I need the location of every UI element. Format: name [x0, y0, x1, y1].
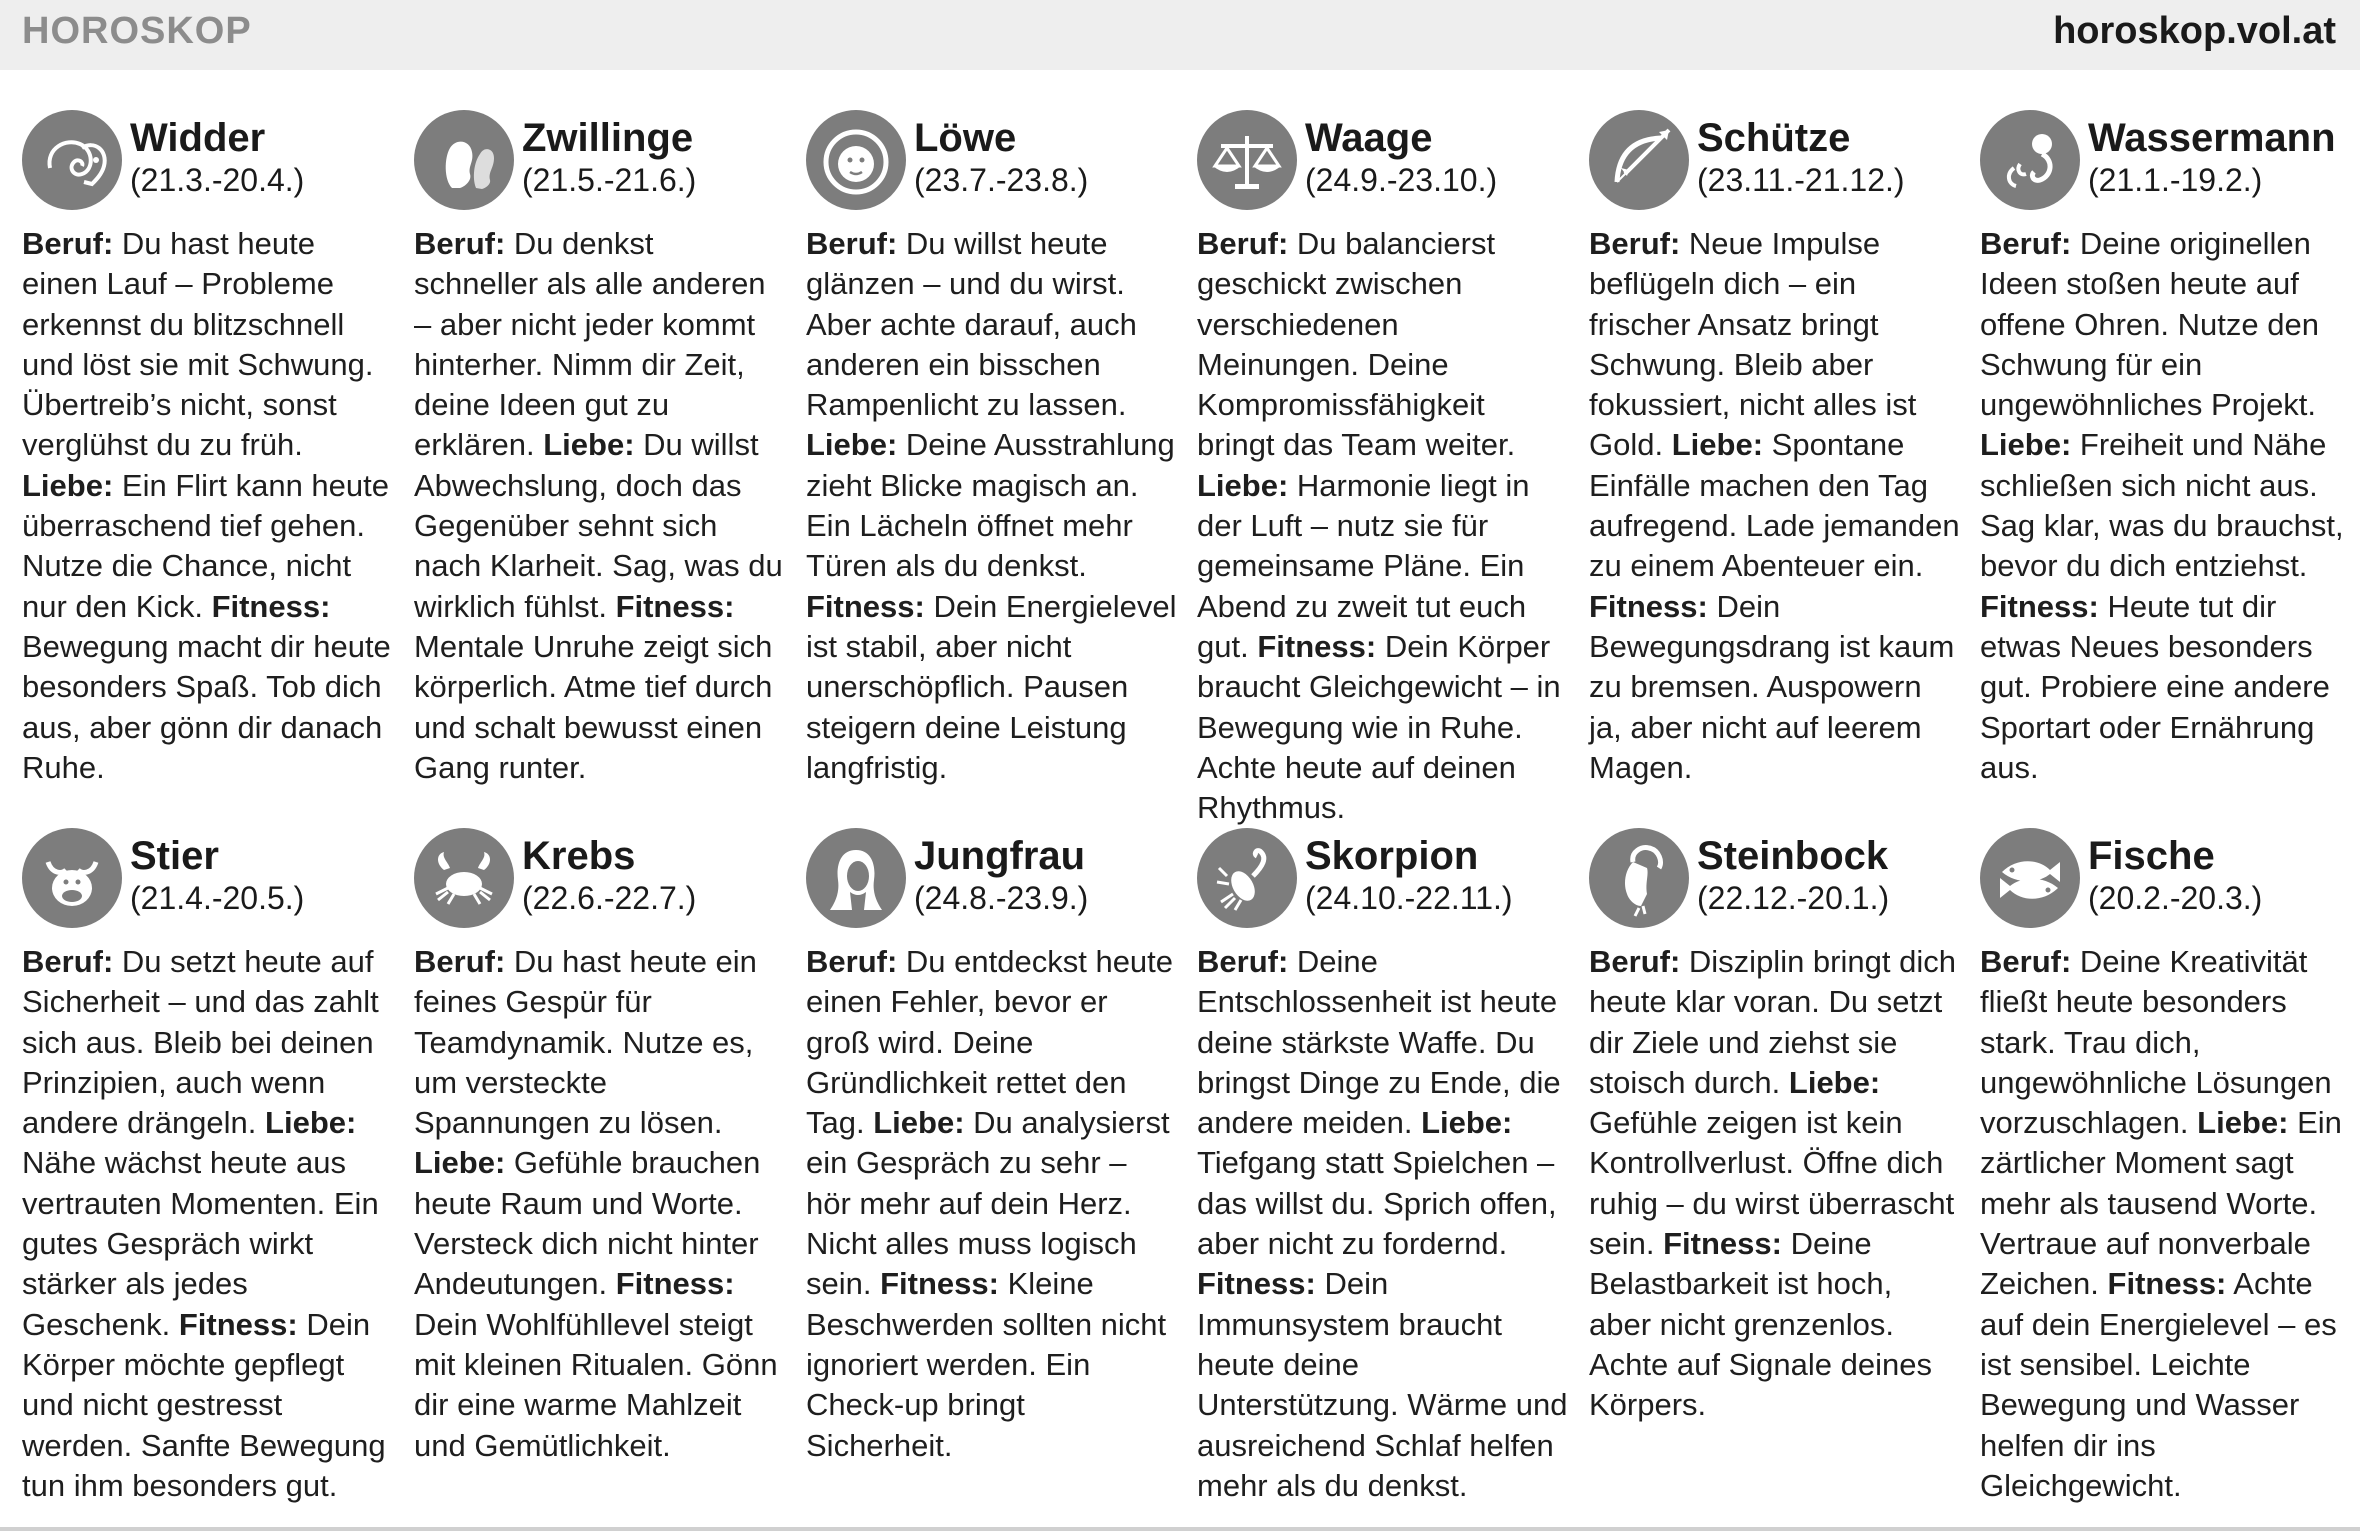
- liebe-label: Liebe:: [1980, 427, 2072, 463]
- sign-waage: [1197, 110, 1569, 828]
- liebe-text: Spontane Einfälle machen den Tag aufregend. Lade jemanden zu einem Abenteuer ein.: [1589, 427, 1960, 584]
- sign-text: [806, 224, 1178, 788]
- sign-name: Zwillinge: [522, 116, 694, 160]
- fitness-text: Achte auf dein Energielevel – es ist sensibel. Leichte Bewegung und Wasser helfen dir ins Gleichgewicht.: [1980, 1266, 2337, 1503]
- lion-icon: [806, 110, 906, 210]
- sign-header: [806, 828, 1178, 934]
- sign-text: [1197, 942, 1569, 1506]
- liebe-text: Du analysierst ein Gespräch zu sehr – hör mehr auf dein Herz. Nicht alles muss logisch sein.: [806, 1105, 1170, 1302]
- liebe-label: Liebe:: [543, 427, 635, 463]
- liebe-label: Liebe:: [1197, 467, 1289, 503]
- sign-name: Widder: [130, 116, 266, 160]
- beruf-label: Beruf:: [1197, 944, 1289, 979]
- beruf-label: Beruf:: [414, 944, 506, 979]
- liebe-text: Ein Flirt kann heute überraschend tief gehen. Nutze die Chance, nicht nur den Kick.: [22, 467, 390, 624]
- scorpion-icon: [1197, 828, 1297, 928]
- beruf-label: Beruf:: [806, 226, 898, 261]
- sign-zwillinge: [414, 110, 786, 788]
- fitness-label: Fitness:: [615, 1266, 735, 1302]
- sign-name: Jungfrau: [914, 834, 1086, 878]
- bull-icon: [22, 828, 122, 928]
- sign-steinbock: [1589, 828, 1961, 1426]
- fitness-label: Fitness:: [1663, 1226, 1782, 1262]
- fitness-label: Fitness:: [1197, 1266, 1316, 1302]
- fitness-label: Fitness:: [1257, 628, 1377, 664]
- beruf-text: Du willst heute glänzen – und du wirst. Aber achte darauf, auch anderen ein bisschen Rampenlicht zu lassen.: [806, 226, 1137, 423]
- beruf-label: Beruf:: [1980, 944, 2072, 979]
- beruf-label: Beruf:: [1197, 226, 1289, 261]
- liebe-label: Liebe:: [2197, 1105, 2289, 1141]
- fitness-text: Mentale Unruhe zeigt sich körperlich. Atme tief durch und schalt bewusst einen Gang runter.: [414, 628, 773, 785]
- sign-name: Krebs: [522, 834, 636, 878]
- sign-dates: (21.3.-20.4.): [130, 162, 305, 198]
- ibex-icon: [1589, 828, 1689, 928]
- liebe-text: Tiefgang statt Spielchen – das willst du. Sprich offen, aber nicht zu fordernd.: [1197, 1145, 1557, 1262]
- sign-header: [1980, 110, 2352, 216]
- fitness-label: Fitness:: [211, 588, 331, 624]
- sign-text: [22, 942, 394, 1506]
- sign-dates: (21.4.-20.5.): [130, 880, 305, 916]
- sign-dates: (23.7.-23.8.): [914, 162, 1089, 198]
- sign-fische: [1980, 828, 2352, 1506]
- liebe-text: Du willst Abwechslung, doch das Gegenüber sehnt sich nach Klarheit. Sag, was du wirklich fühlst.: [414, 427, 783, 624]
- sign-dates: (24.10.-22.11.): [1305, 880, 1513, 916]
- virgin-icon: [806, 828, 906, 928]
- sign-name: Schütze: [1697, 116, 1851, 160]
- beruf-label: Beruf:: [1980, 226, 2072, 261]
- sign-header: [22, 828, 394, 934]
- sign-dates: (24.9.-23.10.): [1305, 162, 1498, 198]
- fitness-text: Heute tut dir etwas Neues besonders gut. Probiere eine andere Sportart oder Ernährung aus.: [1980, 588, 2330, 785]
- website-link[interactable]: horoskop.vol.at: [2053, 10, 2336, 52]
- beruf-label: Beruf:: [414, 226, 506, 261]
- fish-icon: [1980, 828, 2080, 928]
- sign-dates: (21.5.-21.6.): [522, 162, 697, 198]
- sign-name: Fische: [2088, 834, 2215, 878]
- fitness-label: Fitness:: [615, 588, 735, 624]
- liebe-label: Liebe:: [1671, 427, 1764, 463]
- sign-header: [1197, 828, 1569, 934]
- sign-name: Skorpion: [1305, 834, 1479, 878]
- beruf-text: Deine originellen Ideen stoßen heute auf offene Ohren. Nutze den Schwung für ein ungewöhnliches Projekt.: [1980, 226, 2319, 423]
- sign-text: [806, 942, 1178, 1466]
- liebe-label: Liebe:: [873, 1105, 965, 1141]
- fitness-label: Fitness:: [1589, 588, 1708, 624]
- ram-icon: [22, 110, 122, 210]
- sign-dates: (21.1.-19.2.): [2088, 162, 2263, 198]
- sign-dates: (22.6.-22.7.): [522, 880, 697, 916]
- crab-icon: [414, 828, 514, 928]
- sign-name: Waage: [1305, 116, 1433, 160]
- beruf-text: Du balancierst geschickt zwischen verschiedenen Meinungen. Deine Kompromissfähigkeit bringt das Team weiter.: [1197, 226, 1516, 463]
- fitness-text: Dein Energielevel ist stabil, aber nicht unerschöpflich. Pausen steigern deine Leistung langfristig.: [806, 588, 1177, 785]
- sign-header: [1589, 110, 1961, 216]
- fitness-text: Deine Belastbarkeit ist hoch, aber nicht grenzenlos. Achte auf Signale deines Körpers.: [1589, 1226, 1932, 1423]
- liebe-label: Liebe:: [414, 1145, 506, 1181]
- water-bearer-icon: [1980, 110, 2080, 210]
- archer-icon: [1589, 110, 1689, 210]
- sign-text: [1980, 224, 2352, 788]
- sign-header: [414, 110, 786, 216]
- sign-jungfrau: [806, 828, 1178, 1466]
- sign-skorpion: [1197, 828, 1569, 1506]
- liebe-label: Liebe:: [1421, 1105, 1513, 1141]
- sign-dates: (20.2.-20.3.): [2088, 880, 2263, 916]
- sign-name: Wassermann: [2088, 116, 2336, 160]
- beruf-text: Du entdeckst heute einen Fehler, bevor er groß wird. Deine Gründlichkeit rettet den Tag.: [806, 944, 1174, 1141]
- fitness-text: Dein Wohlfühllevel steigt mit kleinen Ritualen. Gönn dir eine warme Mahlzeit und Gemütlichkeit.: [414, 1306, 778, 1463]
- liebe-text: Ein zärtlicher Moment sagt mehr als tausend Worte. Vertraue auf nonverbale Zeichen.: [1980, 1105, 2342, 1302]
- liebe-label: Liebe:: [806, 427, 898, 463]
- beruf-label: Beruf:: [806, 944, 898, 979]
- beruf-text: Deine Kreativität fließt heute besonders stark. Trau dich, ungewöhnliche Lösungen vorzuschlagen.: [1980, 944, 2332, 1141]
- sign-text: [414, 224, 786, 788]
- sign-text: [22, 224, 394, 788]
- fitness-text: Dein Körper braucht Gleichgewicht – in Bewegung wie in Ruhe. Achte heute auf deinen Rhythmus.: [1197, 628, 1561, 826]
- sign-text: [1980, 942, 2352, 1506]
- sign-dates: (23.11.-21.12.): [1697, 162, 1905, 198]
- beruf-text: Du hast heute einen Lauf – Probleme erkennst du blitzschnell und löst sie mit Schwung. Übertreib’s nicht, sonst verglühst du zu früh.: [22, 226, 374, 463]
- twins-icon: [414, 110, 514, 210]
- liebe-text: Freiheit und Nähe schließen sich nicht aus. Sag klar, was du brauchst, bevor du dich entziehst.: [1980, 427, 2344, 584]
- beruf-text: Neue Impulse beflügeln dich – ein frischer Ansatz bringt Schwung. Bleib aber fokussiert, nicht alles ist Gold.: [1589, 226, 1917, 463]
- liebe-text: Deine Ausstrahlung zieht Blicke magisch an. Ein Lächeln öffnet mehr Türen als du denkst.: [806, 427, 1175, 584]
- sign-text: [1589, 224, 1961, 788]
- sign-text: [1589, 942, 1961, 1426]
- fitness-text: Bewegung macht dir heute besonders Spaß. Tob dich aus, aber gönn dir danach Ruhe.: [22, 628, 391, 785]
- fitness-label: Fitness:: [178, 1306, 298, 1342]
- beruf-text: Deine Entschlossenheit ist heute deine stärkste Waffe. Du bringst Dinge zu Ende, die andere meiden.: [1197, 944, 1561, 1141]
- sign-widder: [22, 110, 394, 788]
- sign-wassermann: [1980, 110, 2352, 788]
- beruf-text: Disziplin bringt dich heute klar voran. Du setzt dir Ziele und ziehst sie stoisch durch.: [1589, 944, 1956, 1100]
- sign-schuetze: [1589, 110, 1961, 788]
- section-title: HOROSKOP: [22, 10, 252, 52]
- sign-loewe: [806, 110, 1178, 788]
- beruf-label: Beruf:: [22, 226, 114, 261]
- sign-header: [414, 828, 786, 934]
- beruf-text: Du setzt heute auf Sicherheit – und das zahlt sich aus. Bleib bei deinen Prinzipien, auch wenn andere drängeln.: [22, 944, 379, 1141]
- sign-text: [414, 942, 786, 1466]
- liebe-text: Harmonie liegt in der Luft – nutz sie für gemeinsame Pläne. Ein Abend zu zweit tut euch gut.: [1197, 467, 1530, 664]
- beruf-text: Du denkst schneller als alle anderen – aber nicht jeder kommt hinterher. Nimm dir Zeit, deine Ideen gut zu erklären.: [414, 226, 766, 463]
- sign-header: [1980, 828, 2352, 934]
- fitness-label: Fitness:: [806, 588, 925, 624]
- liebe-label: Liebe:: [265, 1105, 357, 1141]
- sign-name: Löwe: [914, 116, 1017, 160]
- beruf-label: Beruf:: [1589, 944, 1681, 979]
- sign-dates: (24.8.-23.9.): [914, 880, 1089, 916]
- liebe-text: Gefühle brauchen heute Raum und Worte. Versteck dich nicht hinter Andeutungen.: [414, 1145, 761, 1302]
- fitness-label: Fitness:: [1980, 588, 2099, 624]
- liebe-text: Nähe wächst heute aus vertrauten Momenten. Ein gutes Gespräch wirkt stärker als jedes Geschenk.: [22, 1145, 379, 1342]
- fitness-text: Dein Immunsystem braucht heute deine Unterstützung. Wärme und ausreichend Schlaf helfen mehr als du denkst.: [1197, 1266, 1568, 1503]
- sign-stier: [22, 828, 394, 1506]
- fitness-text: Dein Körper möchte gepflegt und nicht gestresst werden. Sanfte Bewegung tun ihm besonders gut.: [22, 1306, 386, 1503]
- sign-header: [1197, 110, 1569, 216]
- sign-header: [1589, 828, 1961, 934]
- liebe-text: Gefühle zeigen ist kein Kontrollverlust. Öffne dich ruhig – du wirst überrascht sein.: [1589, 1105, 1955, 1262]
- bottom-divider: [0, 1527, 2360, 1531]
- liebe-label: Liebe:: [1788, 1064, 1881, 1100]
- beruf-label: Beruf:: [22, 944, 114, 979]
- fitness-label: Fitness:: [880, 1266, 999, 1302]
- liebe-label: Liebe:: [22, 467, 114, 503]
- beruf-text: Du hast heute ein feines Gespür für Teamdynamik. Nutze es, um versteckte Spannungen zu lösen.: [414, 944, 757, 1141]
- scales-icon: [1197, 110, 1297, 210]
- sign-header: [22, 110, 394, 216]
- fitness-text: Kleine Beschwerden sollten nicht ignoriert werden. Ein Check-up bringt Sicherheit.: [806, 1266, 1167, 1463]
- sign-text: [1197, 224, 1569, 828]
- sign-name: Stier: [130, 834, 219, 878]
- sign-name: Steinbock: [1697, 834, 1889, 878]
- fitness-label: Fitness:: [2107, 1266, 2227, 1302]
- sign-header: [806, 110, 1178, 216]
- sign-krebs: [414, 828, 786, 1466]
- sign-dates: (22.12.-20.1.): [1697, 880, 1890, 916]
- fitness-text: Dein Bewegungsdrang ist kaum zu bremsen. Auspowern ja, aber nicht auf leerem Magen.: [1589, 588, 1955, 785]
- beruf-label: Beruf:: [1589, 226, 1681, 261]
